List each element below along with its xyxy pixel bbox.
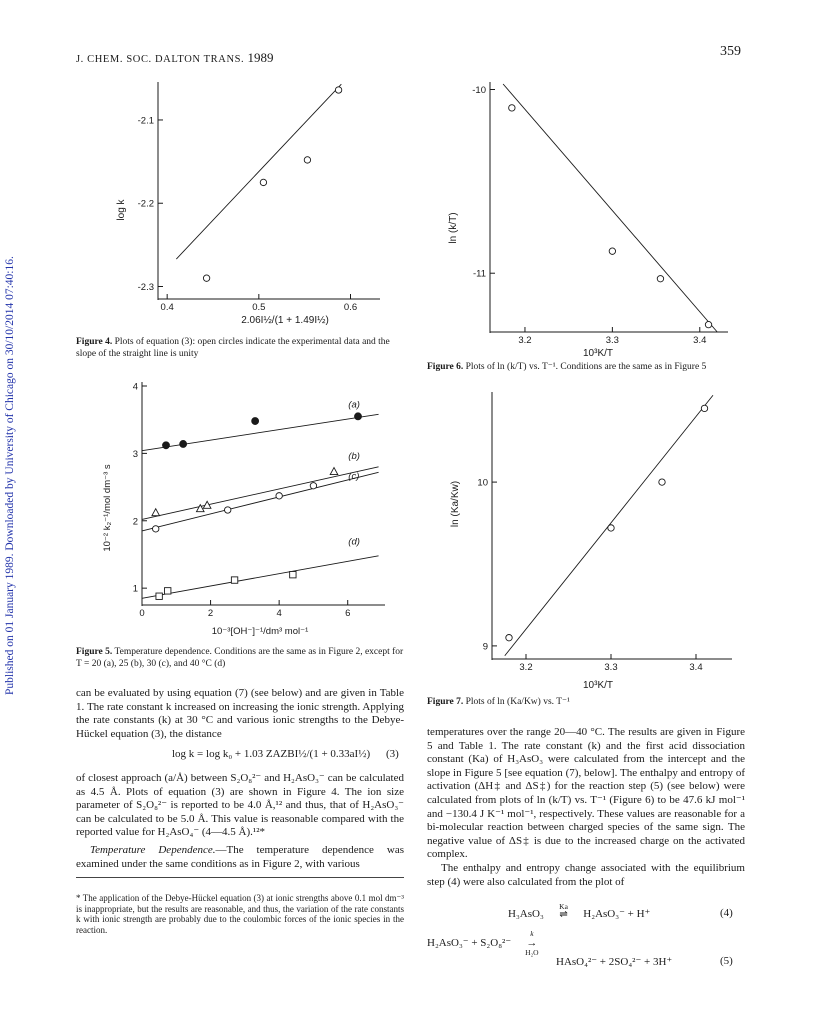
equation-5-right-side xyxy=(556,955,672,968)
figure-6-y-tick-label: -10 xyxy=(472,85,486,97)
figure-6-caption xyxy=(427,362,747,374)
page-number: 359 xyxy=(720,44,741,59)
figure-7-x-ticks xyxy=(519,654,702,673)
section-heading-temperature: Temperature Dependence. xyxy=(90,844,216,856)
figure-5-x-ticks xyxy=(139,600,350,619)
figure-5-data-point xyxy=(165,588,171,594)
figure-5-data-point xyxy=(152,509,160,516)
figure-6-x-label: 10³K/T xyxy=(582,348,614,359)
right-column-paragraph-1 xyxy=(427,726,745,889)
left-column-paragraph-2 xyxy=(76,772,404,840)
figure-7-x-tick-label: 3.2 xyxy=(519,662,533,673)
figure-6-data-point xyxy=(705,321,711,327)
equation-3-number: (3) xyxy=(386,748,399,760)
figure-6-chart xyxy=(440,78,740,358)
figure-4-x-ticks xyxy=(161,294,358,313)
figure-5-data-point xyxy=(330,468,338,475)
figure-6-data-point xyxy=(657,276,663,282)
left-column-paragraph-1 xyxy=(76,687,404,741)
figure-5-x-label: 10⁻³[OH⁻]⁻¹/dm³ mol⁻¹ xyxy=(211,626,309,637)
equilibrium-arrow: Ka ⇌ xyxy=(547,909,581,920)
figure-5-x-tick-label: 2 xyxy=(207,608,214,619)
figure-7-data-point xyxy=(659,479,665,485)
figure-6-y-tick-label: -11 xyxy=(472,268,486,280)
right-paragraph-2-text: The enthalpy and entropy change associated with the equilibrium step (4) were also calculated from the plot of xyxy=(427,861,745,888)
figure-4-y-tick-label: -2.3 xyxy=(137,282,154,294)
figure-5-x-tick-label: 6 xyxy=(345,608,351,619)
equation-4-right: H₂AsO₃⁻ + H⁺ xyxy=(583,908,651,920)
equation-4 xyxy=(508,902,651,920)
figure-5-y-ticks xyxy=(133,382,147,595)
figure-5-x-tick-label: 0 xyxy=(139,608,145,619)
figure-4-data-point xyxy=(203,275,209,281)
figure-6-plot-area xyxy=(503,84,717,332)
equation-4-arrow-label: Ka xyxy=(559,902,568,911)
left-column-paragraph-3 xyxy=(76,844,404,871)
figure-7-x-tick-label: 3.3 xyxy=(604,662,618,673)
figure-6-caption-text: Plots of ln (k/T) vs. T⁻¹. Conditions are the same as in Figure 5 xyxy=(465,362,707,372)
figure-5-plot-area xyxy=(142,400,379,600)
equation-5-left: H₂AsO₃⁻ + S₂O₈²⁻ xyxy=(427,937,512,949)
left-paragraph-3-text: —The temperature dependence was examined under the same conditions as in Figure 2, with various xyxy=(76,844,404,870)
figure-4-x-tick-label: 0.6 xyxy=(343,302,358,313)
left-paragraph-1-text: can be evaluated by using equation (7) (see below) and are given in Table 1. The rate constant k increased on increasing the ionic strength. Applying the rate constants (k) at 30 °C and various ionic strengths to the Debye-Hückel equation (3), the distance xyxy=(76,687,404,740)
figure-4-caption-label: Figure 4. xyxy=(76,337,113,347)
footnote xyxy=(76,893,404,936)
figure-5-data-point xyxy=(290,571,296,577)
footnote-text: * The application of the Debye-Hückel equation (3) at ionic strengths above 0.1 mol dm⁻³ is inappropriate, but the results are reasonable, and thus, the variation of the rate constants k with ionic strength are probably due to the coulombic forces of the ionic species in the reaction. xyxy=(76,893,404,936)
figure-7-plot-area xyxy=(505,395,713,655)
figure-4-data-point xyxy=(335,87,341,93)
figure-6-x-ticks xyxy=(518,327,706,346)
equation-3 xyxy=(172,748,370,760)
equation-4-number: (4) xyxy=(720,907,733,919)
figure-5-y-tick-label: 1 xyxy=(132,583,138,595)
figure-6-x-tick-label: 3.4 xyxy=(693,335,707,346)
equation-3-text: log k = log k₀ + 1.03 ZAZBI½/(1 + 0.33aI½) xyxy=(172,748,371,760)
figure-7-data-point xyxy=(608,525,614,531)
figure-7-caption-label: Figure 7. xyxy=(427,697,464,707)
figure-4-y-tick-label: -2.2 xyxy=(137,198,154,210)
figure-5-data-point xyxy=(252,418,259,425)
figure-4-data-point xyxy=(260,179,266,185)
figure-5-series-label: (a) xyxy=(348,399,360,411)
download-watermark-text[interactable]: Published on 01 January 1989. Downloaded by University of Chicago on 30/10/2014 07:40:16. xyxy=(4,256,16,695)
figure-5-y-label: 10⁻² k₂⁻¹/mol dm⁻³ s xyxy=(102,464,113,552)
figure-5-fit-line-2 xyxy=(142,472,379,531)
download-watermark[interactable] xyxy=(2,140,20,700)
figure-6-axes xyxy=(490,82,728,333)
figure-5-data-point xyxy=(156,593,162,599)
figure-5-fit-line-0 xyxy=(142,414,379,450)
figure-5-data-point xyxy=(153,526,159,532)
equation-5-arrow-bottom: H₂O xyxy=(525,948,539,957)
figure-5-data-point xyxy=(163,442,170,449)
figure-5-y-tick-label: 4 xyxy=(132,381,138,393)
figure-5-caption-label: Figure 5. xyxy=(76,647,113,657)
right-paragraph-1-text: temperatures over the range 20—40 °C. The results are given in Figure 5 and Table 1. The rate constant (k) and the first acid dissociation constant (Ka) of H₃AsO₃ were calculated from the intercept and the slope in Figure 5 [see equation (7), below]. The enthalpy and entropy of activation (ΔH‡ and ΔS‡) for the reaction step (5) (see below) were calculated from plots of ln (k/T) vs. T⁻¹ (Figure 6) to be 47.6 kJ mol⁻¹ and −130.4 J K⁻¹ mol⁻¹, respectively. These values are reasonable for a bi-molecular reaction between charged species of the same sign. The negative value of ΔS‡ is due to the increased charge on the activated complex. xyxy=(427,726,745,861)
figure-7-y-tick-label: 9 xyxy=(482,641,488,653)
equation-5-left-side xyxy=(427,929,550,957)
figure-4-axes xyxy=(158,82,380,300)
figure-7-data-point xyxy=(701,405,707,411)
figure-6-y-ticks xyxy=(472,85,495,280)
figure-5-y-tick-label: 3 xyxy=(132,448,138,460)
figure-7-chart xyxy=(440,388,740,691)
equation-5-right: HAsO₄²⁻ + 2SO₄²⁻ + 3H⁺ xyxy=(556,956,673,968)
figure-6-x-tick-label: 3.3 xyxy=(605,335,619,346)
figure-5-data-point xyxy=(355,413,362,420)
figure-4-chart xyxy=(116,70,380,330)
figure-4-data-point xyxy=(304,157,310,163)
figure-6-data-point xyxy=(609,248,615,254)
figure-6-y-label: ln (k/T) xyxy=(448,212,459,244)
journal-year: 1989 xyxy=(247,50,274,65)
figure-7-y-tick-label: 10 xyxy=(477,477,488,489)
left-paragraph-2-text: of closest approach (a/Å) between S₂O₈²⁻ and H₂AsO₃⁻ can be calculated as 4.5 Å. Plots of equation (3) are shown in Figure 4. The ion size parameter of S₂O₈²⁻ is reported to be 4.0 Å,¹² and thus, that of H₂AsO₃⁻ can be calculated to be 5.0 Å. This value is reasonable compared with the reported value for H₂AsO₄⁻ (4—4.5 Å).¹²* xyxy=(76,772,404,839)
figure-6-data-point xyxy=(509,105,515,111)
figure-5-series-label: (b) xyxy=(348,450,360,462)
figure-5-y-tick-label: 2 xyxy=(132,516,138,528)
figure-5-fit-line-1 xyxy=(142,467,379,520)
figure-5-x-tick-label: 4 xyxy=(276,608,282,619)
figure-5-axes xyxy=(142,382,385,606)
equation-5-number: (5) xyxy=(720,955,733,967)
figure-7-y-label: ln (Ka/Kw) xyxy=(450,480,461,528)
figure-5-data-point xyxy=(231,577,237,583)
figure-5-caption-text: Temperature dependence. Conditions are the same as in Figure 2, except for T = 20 (a), 25 (b), 30 (c), and 40 °C (d) xyxy=(76,647,404,669)
figure-7-x-label: 10³K/T xyxy=(582,680,614,691)
figure-7-x-tick-label: 3.4 xyxy=(689,662,703,673)
figure-5-data-point xyxy=(310,483,316,489)
figure-4-caption xyxy=(76,337,406,360)
figure-4-y-tick-label: -2.1 xyxy=(137,115,154,127)
figure-7-caption-text: Plots of ln (Ka/Kw) vs. T⁻¹ xyxy=(465,697,570,707)
figure-4-caption-text: Plots of equation (3): open circles indicate the experimental data and the slope of the straight line is unity xyxy=(76,337,390,359)
figure-5-chart xyxy=(100,378,390,638)
figure-4-y-label: log k xyxy=(116,199,127,221)
journal-header xyxy=(76,50,274,66)
figure-7-y-ticks xyxy=(477,478,497,653)
figure-4-fit-line xyxy=(176,84,341,259)
figure-5-series-label: (d) xyxy=(348,536,360,548)
figure-5-data-point xyxy=(180,441,187,448)
figure-5-series-label: (c) xyxy=(348,470,360,482)
figure-6-caption-label: Figure 6. xyxy=(427,362,464,372)
figure-5-data-point xyxy=(276,493,282,499)
equation-4-left: H₃AsO₃ xyxy=(508,908,544,920)
figure-4-x-tick-label: 0.5 xyxy=(252,302,266,313)
footnote-rule xyxy=(76,877,404,878)
figure-5-fit-line-3 xyxy=(142,556,379,598)
equation-5-arrow-top: k xyxy=(530,929,534,938)
figure-4-plot-area xyxy=(176,84,341,281)
figure-4-x-tick-label: 0.4 xyxy=(160,302,174,313)
figure-7-caption xyxy=(427,697,747,709)
figure-6-fit-line xyxy=(503,84,717,332)
figure-4-x-label: 2.06I½/(1 + 1.49I½) xyxy=(241,315,329,326)
figure-5-data-point xyxy=(225,507,231,513)
reaction-arrow: k → H₂O xyxy=(514,937,550,949)
journal-name: J. CHEM. SOC. DALTON TRANS. xyxy=(76,54,245,65)
figure-4-y-ticks xyxy=(138,115,163,293)
figure-5-caption xyxy=(76,647,406,670)
figure-7-data-point xyxy=(506,635,512,641)
figure-6-x-tick-label: 3.2 xyxy=(518,335,532,346)
